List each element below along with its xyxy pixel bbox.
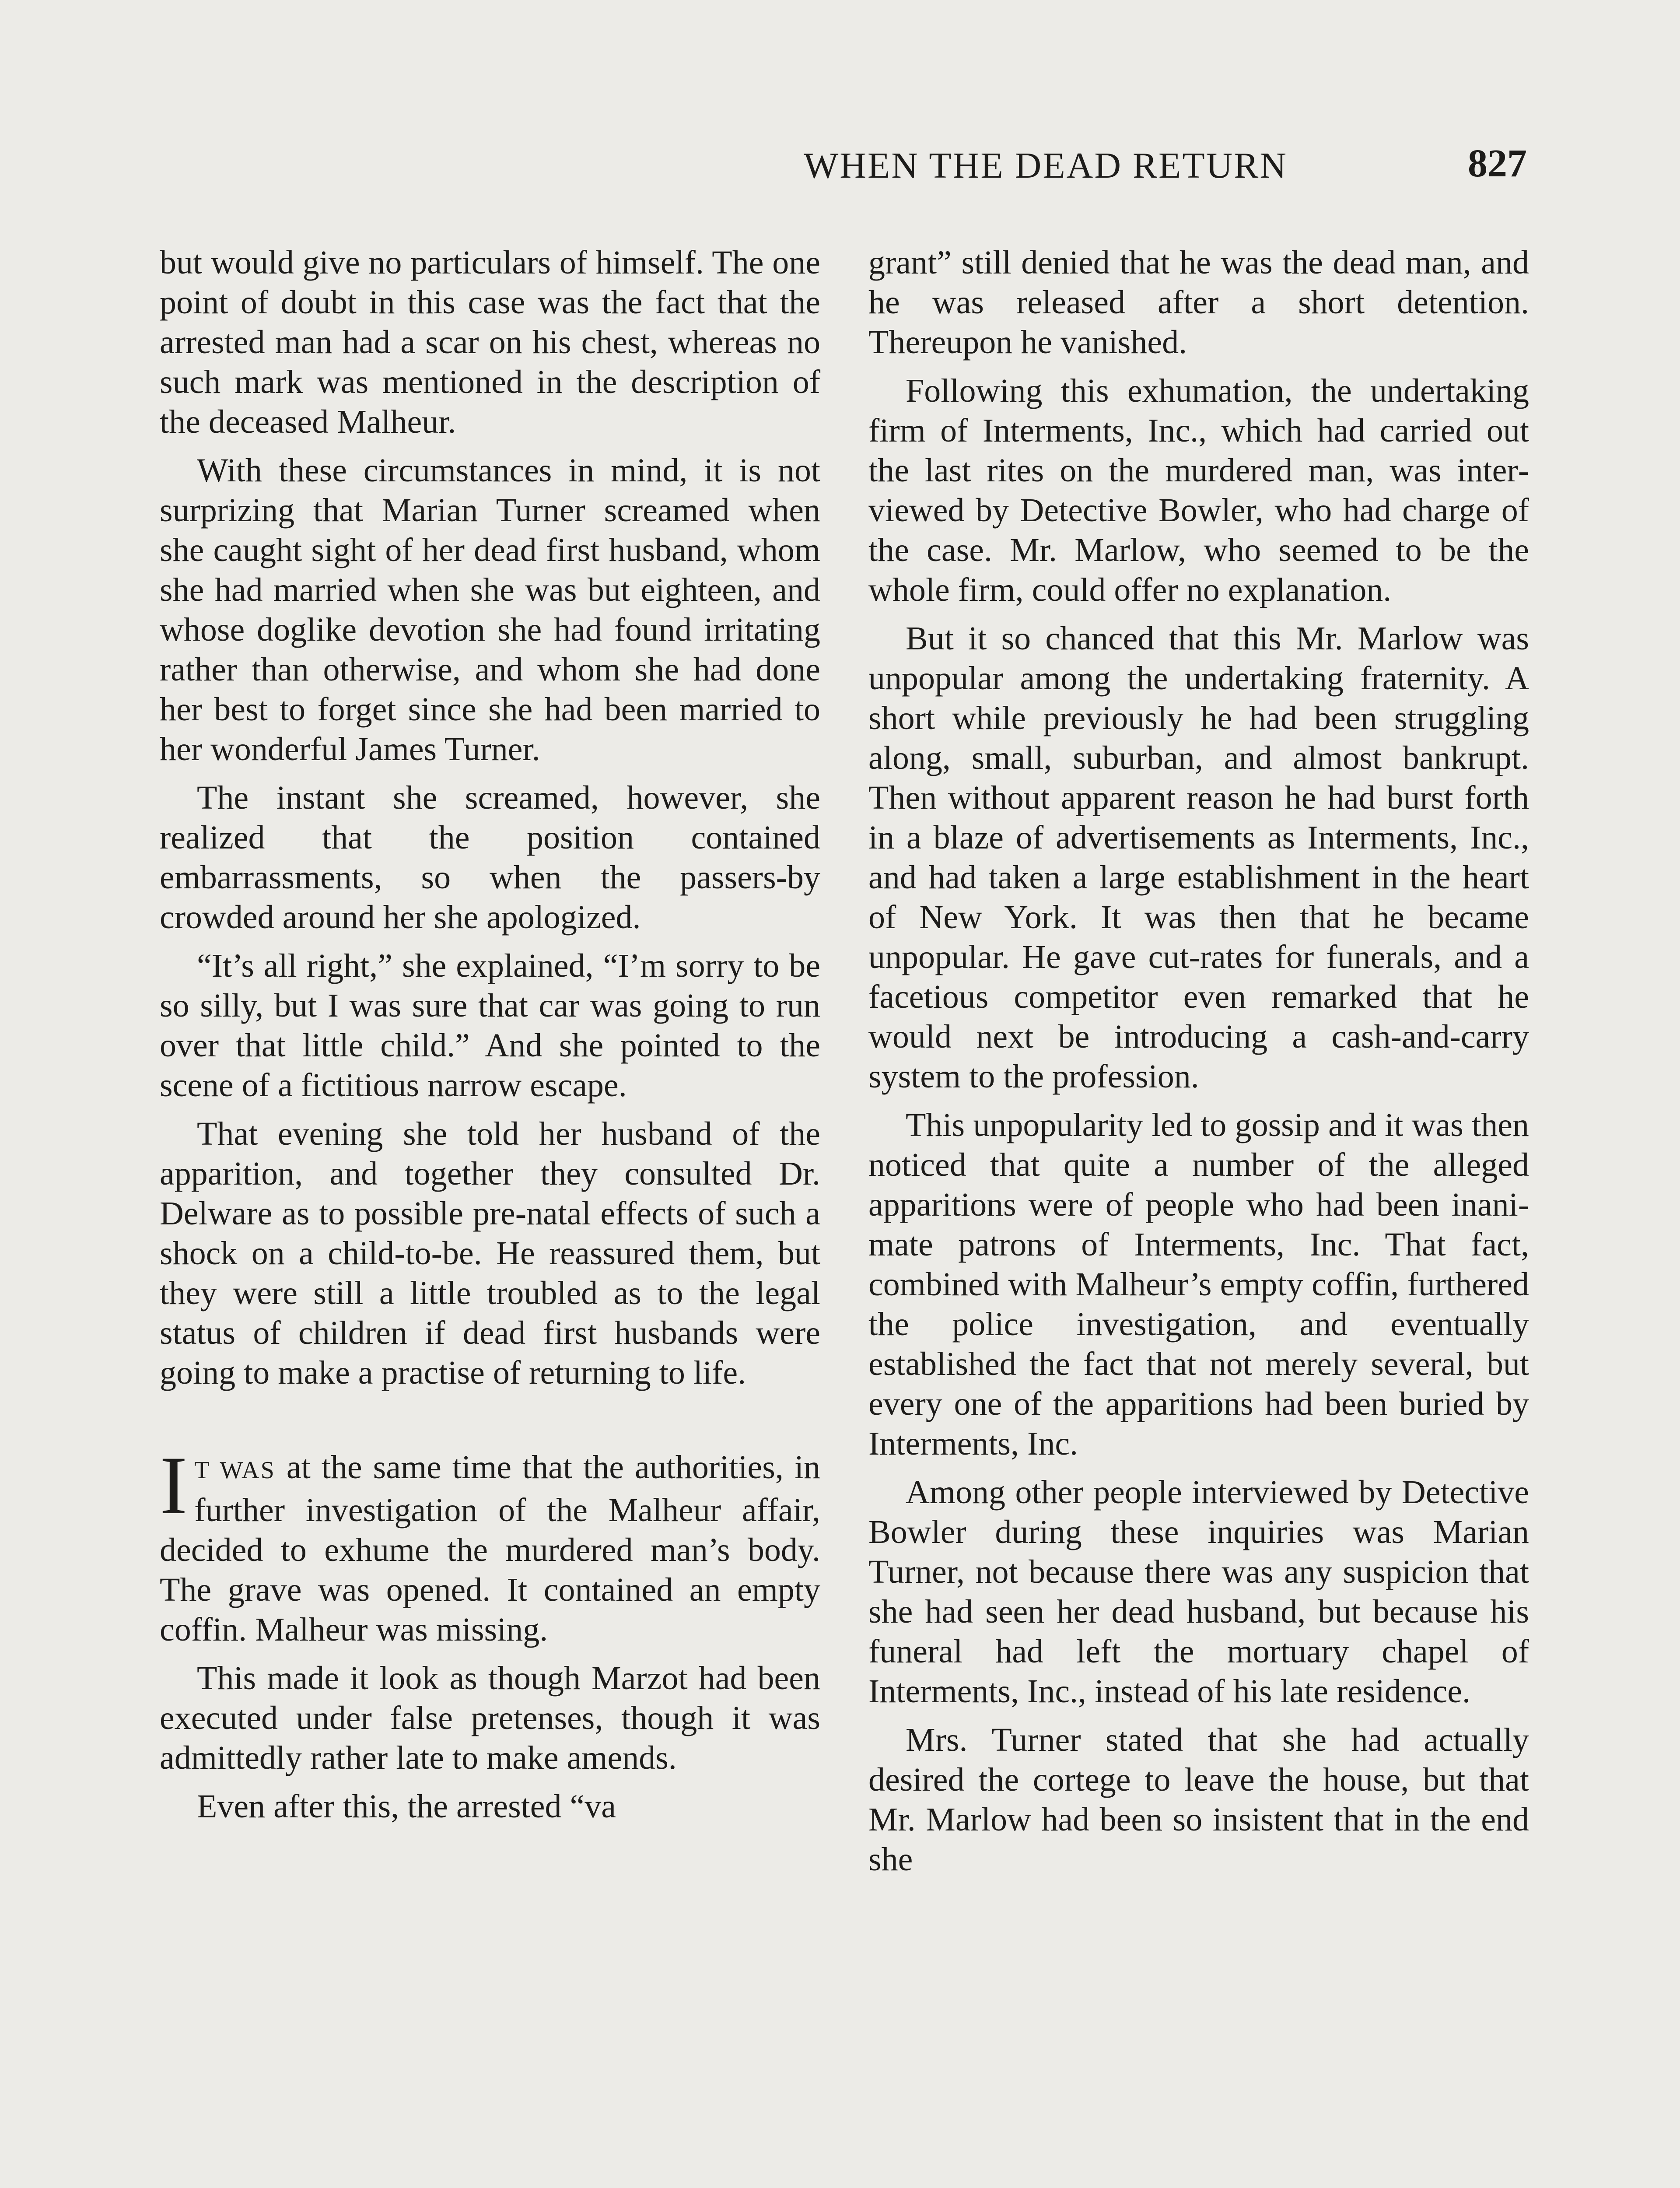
paragraph: grant” still denied that he was the dead man, and he was released after a short detention. Thereupon he vanished. <box>868 244 1529 361</box>
paragraph-text: at the same time that the authorities, in further investigation of the Malheur affair, decided to exhume the murdered man’s body. The grave was opened. It contained an empty coffin. Malheur was missing. <box>160 1449 821 1648</box>
paragraph: The instant she screamed, however, she realized that the position contained embarrassments, so when the passers-by crowded around her she apologized. <box>160 779 820 936</box>
paragraph: Mrs. Turner stated that she had actually desired the cortege to leave the house, but that Mr. Marlow had been so insistent that in the end she <box>868 1722 1529 1878</box>
left-column <box>160 243 820 1835</box>
section-start-paragraph <box>160 1440 821 1650</box>
paragraph: With these circumstances in mind, it is not surprizing that Marian Turner screamed when she caught sight of her dead first husband, whom she had married when she was but eighteen, and whose doglike devotion she had found irritating rather than otherwise, and whom she had done her best to forget since she had been married to her wonderful James Turner. <box>160 452 820 768</box>
paragraph: That evening she told her husband of the apparition, and together they consulted Dr. Delware as to possible pre-natal effects of such a shock on a child-to-be. He reassured them, but they were still a little troubled as to the legal status of children if dead first husbands were going to make a practise of returning to life. <box>160 1115 820 1391</box>
paragraph: Even after this, the arrested “va <box>197 1788 616 1825</box>
paragraph: Following this exhumation, the undertaking firm of Interments, Inc., which had carried out the last rites on the murdered man, was interviewed by Detective Bowler, who had charge of the case. Mr. Marlow, who seemed to be the whole firm, could offer no explanation. <box>868 372 1529 608</box>
paragraph: This unpopularity led to gossip and it was then noticed that quite a number of the alleged apparitions were of people who had been inanimate patrons of Interments, Inc. That fact, combined with Malheur’s empty coffin, furthered the police investigation, and eventually established the fact that not merely several, but every one of the apparitions had been buried by Interments, Inc. <box>868 1107 1529 1462</box>
running-header: WHEN THE DEAD RETURN <box>804 145 1288 186</box>
paragraph: Among other people interviewed by Detective Bowler during these inquiries was Marian Turner, not because there was any suspicion that she had seen her dead husband, but because his funeral had left the mortuary chapel of Interments, Inc., instead of his late residence. <box>868 1474 1529 1710</box>
paragraph: This made it look as though Marzot had been executed under false pretenses, though it was admittedly rather late to make amends. <box>160 1660 820 1776</box>
paragraph: But it so chanced that this Mr. Marlow was unpopular among the undertaking fraternity. A short while previously he had been struggling along, small, suburban, and almost bankrupt. Then without apparent reason he had burst forth in a blaze of advertisements as Interments, Inc., and had taken a large establishment in the heart of New York. It was then that he became unpopular. He gave cut-rates for funerals, and a facetious competitor even remarked that he would next be introducing a cash-and-carry system to the profession. <box>868 620 1529 1095</box>
paragraph: “It’s all right,” she explained, “I’m sorry to be so silly, but I was sure that car was going to run over that little child.” And she pointed to the scene of a fictitious narrow escape. <box>160 947 820 1104</box>
drop-cap: I <box>160 1440 188 1532</box>
right-column <box>868 243 1529 1888</box>
small-caps-lead: T WAS <box>194 1457 276 1484</box>
page-number: 827 <box>1468 142 1527 185</box>
paragraph: but would give no particulars of himself. The one point of doubt in this case was the fact that the arrested man had a scar on his chest, whereas no such mark was mentioned in the description of the deceased Malheur. <box>160 244 820 440</box>
